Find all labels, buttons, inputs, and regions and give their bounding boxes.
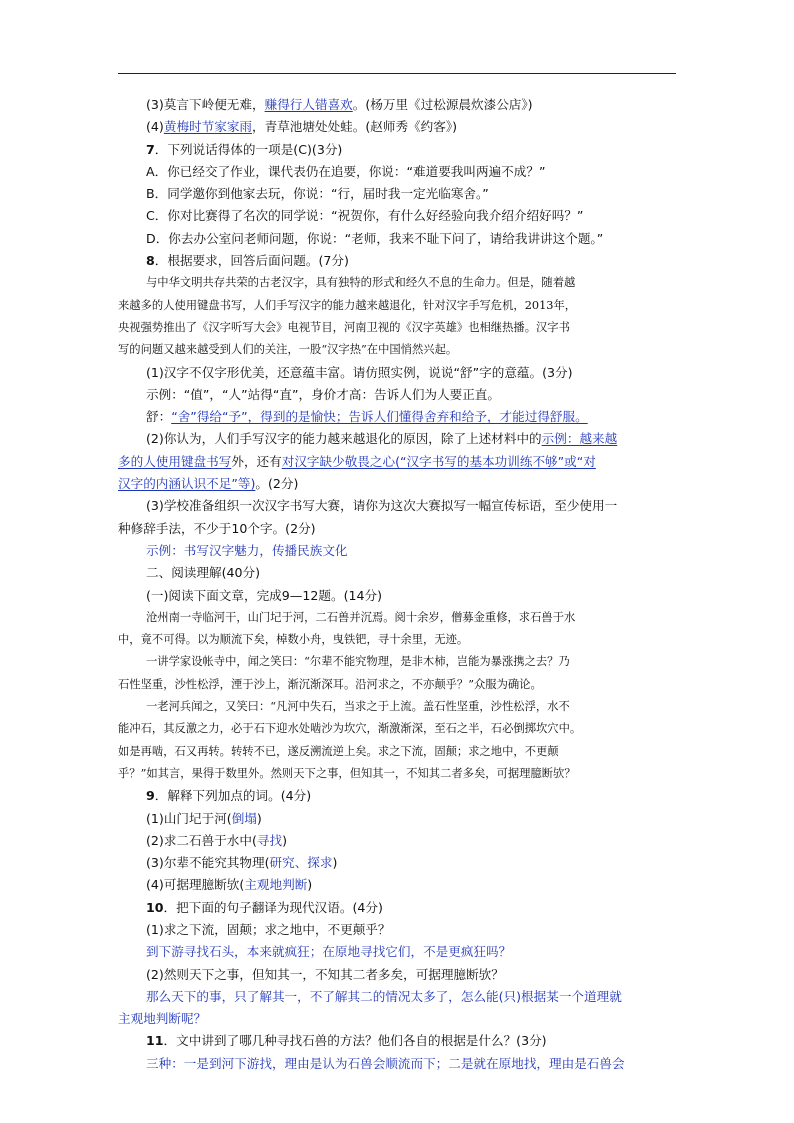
question-9-stem: 9．解释下列加点的词。(4分) <box>146 788 312 804</box>
passage-line: 如是再啮，石又再转。转转不已，遂反溯流逆上矣。求之下流，固颠；求之地中，不更颠 <box>118 744 559 758</box>
poem-line-4: (4)黄梅时节家家雨，青草池塘处处蛙。(赵师秀《约客》) <box>146 119 458 135</box>
answer-line: 多的人使用键盘书写外，还有对汉字缺少敬畏之心(“汉字书写的基本功训练不够”或“对 <box>118 453 596 469</box>
passage-line: 一讲学家设帐寺中，闻之笑曰：“尔辈不能究物理，是非木柿，岂能为暴涨携之去？乃 <box>146 655 570 669</box>
passage-line: 央视强势推出了《汉字听写大会》电视节目，河南卫视的《汉字英雄》也相继热播。汉字书 <box>118 320 570 334</box>
answer-blank: 黄梅时节家家雨 <box>163 119 252 135</box>
question-7-option: C．你对比赛得了名次的同学说：“祝贺你，有什么好经验向我介绍介绍好吗？” <box>146 208 584 224</box>
passage-line: 写的问题又越来越受到人们的关注，一股“汉字热”在中国悄然兴起。 <box>118 343 458 357</box>
passage-line: 中，竟不可得。以为顺流下矣，棹数小舟，曳铁钯，寻十余里，无迹。 <box>118 633 469 647</box>
question-9-item: (4)可据理臆断欤(主观地判断) <box>146 877 313 893</box>
question-10-stem: 10．把下面的句子翻译为现代汉语。(4分) <box>146 899 383 915</box>
answer-line: 主观地判断呢？ <box>118 1011 207 1027</box>
question-7-option: B．同学邀你到他家去玩，你说：“行，届时我一定光临寒舍。” <box>146 186 489 202</box>
question-10-sentence: (1)求之下流，固颠；求之地中，不更颠乎？ <box>146 921 391 937</box>
passage-line: 石性坚重，沙性松浮，湮于沙上，渐沉渐深耳。沿河求之，不亦颠乎？”众服为确论。 <box>118 677 542 691</box>
question-8-sub-3: (3)学校准备组织一次汉字书写大赛，请你为这次大赛拟写一幅宣传标语，至少使用一 <box>146 498 618 514</box>
passage-line: 来越多的人使用键盘书写，人们手写汉字的能力越来越退化，针对汉字手写危机，2013年， <box>118 298 577 312</box>
question-10-sentence: (2)然则天下之事，但知其一，不知其二者多矣，可据理臆断欤？ <box>146 966 504 982</box>
answer-line: 示例：书写汉字魅力，传播民族文化 <box>146 542 348 558</box>
answer-line: 到下游寻找石头，本来就疯狂；在原地寻找它们，不是更疯狂吗？ <box>146 944 512 960</box>
question-9-item: (1)山门圮于河(倒塌) <box>146 810 262 826</box>
question-8-sub-1: (1)汉字不仅字形优美，还意蕴丰富。请仿照实例，说说“舒”字的意蕴。(3分) <box>146 364 573 380</box>
passage-line: 能冲石，其反激之力，必于石下迎水处啮沙为坎穴，渐激渐深，至石之半，石必倒掷坎穴中。 <box>118 722 582 736</box>
passage-line: 沧州南一寺临河干，山门圮于河，二石兽并沉焉。阅十余岁，僧募金重修，求石兽于水 <box>146 610 576 624</box>
question-8-stem: 8．根据要求，回答后面问题。(7分) <box>146 253 349 269</box>
answer-blank: 赚得行人错喜欢 <box>264 97 353 112</box>
exam-page <box>118 94 676 1075</box>
section-title: 二、阅读理解(40分) <box>146 565 261 581</box>
answer-line: 舒：“舍”得给“予”，得到的是愉快；告诉人们懂得舍弃和给予，才能过得舒服。 <box>146 409 588 425</box>
passage-line: 乎？”如其言，果得于数里外。然则天下之事，但知其一，不知其二者多矣，可据理臆断欤？ <box>118 766 576 780</box>
question-7-option: A．你已经交了作业，课代表仍在追要，你说：“难道要我叫两遍不成？” <box>146 163 546 179</box>
example-text: 示例：“值”，“人”站得“直”，身价才高：告诉人们为人要正直。 <box>146 386 500 402</box>
question-8-sub-3-cont: 种修辞手法，不少于10个字。(2分) <box>118 520 316 536</box>
header-rule <box>118 73 676 74</box>
question-11-stem: 11．文中讲到了哪几种寻找石兽的方法？他们各自的根据是什么？(3分) <box>146 1033 547 1049</box>
passage-line: 一老河兵闻之，又笑曰：“凡河中失石，当求之于上流。盖石性坚重，沙性松浮，水不 <box>146 700 570 714</box>
question-9-item: (2)求二石兽于水中(寻找) <box>146 832 288 848</box>
passage-line: 与中华文明共存共荣的古老汉字，具有独特的形式和经久不息的生命力。但是，随着越 <box>146 276 576 290</box>
answer-line: 三种：一是到河下游找，理由是认为石兽会顺流而下；二是就在原地找，理由是石兽会 <box>146 1055 625 1071</box>
part-title: (一)阅读下面文章，完成9—12题。(14分) <box>146 587 383 603</box>
question-7-option: D．你去办公室问老师问题，你说：“老师，我来不耻下问了，请给我讲讲这个题。” <box>146 230 604 246</box>
question-7-stem: 7．下列说话得体的一项是(C)(3分) <box>146 141 343 157</box>
question-8-sub-2: (2)你认为，人们手写汉字的能力越来越退化的原因，除了上述材料中的示例：越来越 <box>146 431 618 447</box>
poem-line-3: (3)莫言下岭便无难，赚得行人错喜欢。(杨万里《过松源晨炊漆公店》) <box>146 97 533 112</box>
question-9-item: (3)尔辈不能究其物理(研究、探求) <box>146 855 338 871</box>
answer-line: 那么天下的事，只了解其一，不了解其二的情况太多了，怎么能(只)根据某一个道理就 <box>146 988 622 1004</box>
answer-line: 汉字的内涵认识不足”等)。(2分) <box>118 476 299 492</box>
